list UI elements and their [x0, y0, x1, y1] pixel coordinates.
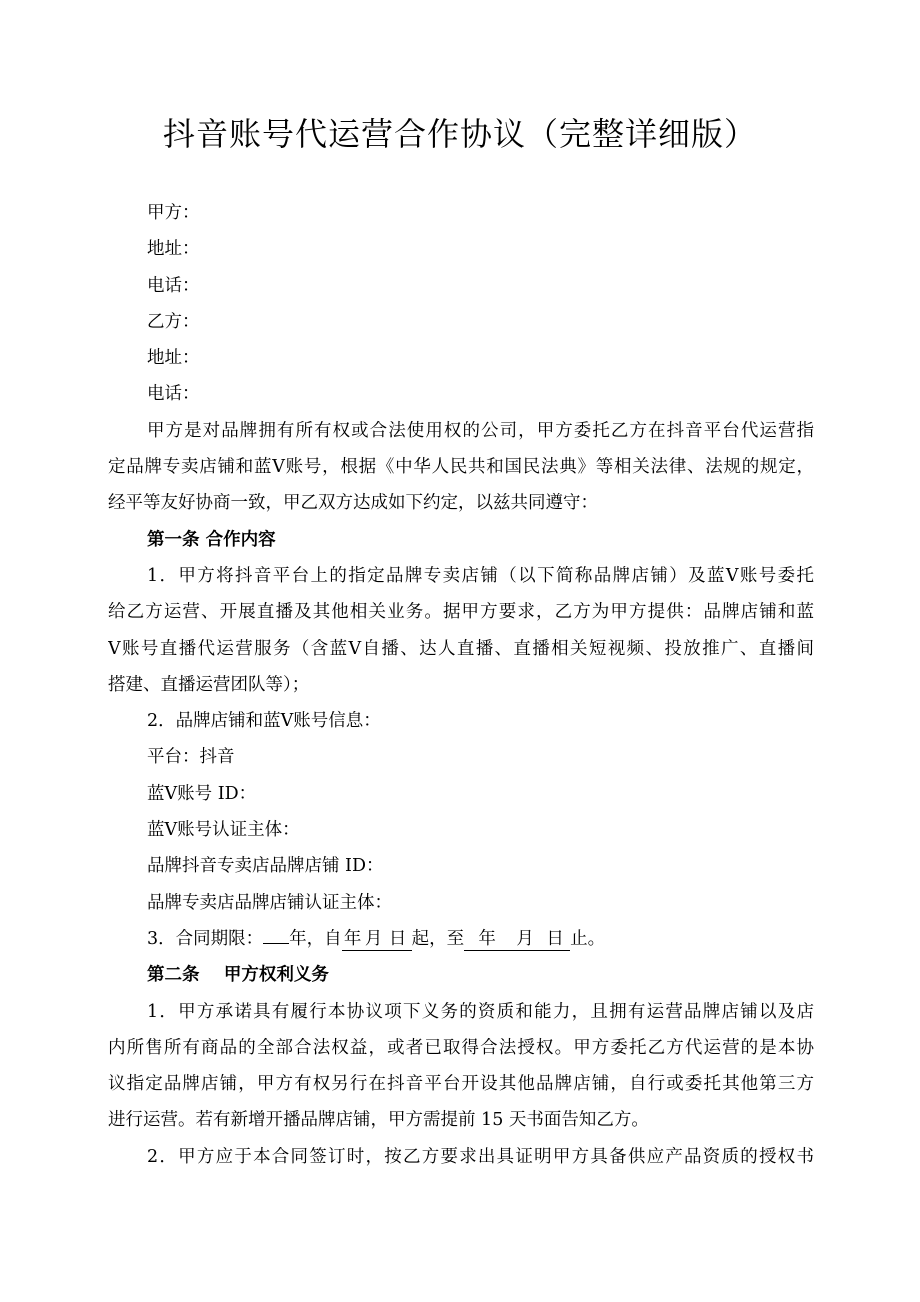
- article-2-item-2: [108, 1139, 814, 1175]
- term-years-blank: [263, 943, 289, 944]
- paragraph-line: 搭建、直播运营团队等）；: [108, 674, 310, 695]
- article-1-item-1: [108, 558, 814, 703]
- article-2-heading: 第二条 甲方权利义务: [147, 965, 329, 986]
- end-day-field: 日: [540, 928, 570, 951]
- blue-v-account-id-line: 蓝Ⅴ账号 ID：: [147, 783, 257, 804]
- paragraph-line: 2．甲方应于本合同签订时，按乙方要求出具证明甲方具备供应产品资质的授权书: [147, 1146, 814, 1167]
- end-year-field: 年: [464, 928, 510, 951]
- start-month-field: 月: [364, 928, 383, 949]
- paragraph-line: 给乙方运营、开展直播及其他相关业务。据甲方要求，乙方为甲方提供：品牌店铺和蓝: [108, 602, 814, 623]
- paragraph-line: Ⅴ账号直播代运营服务（含蓝Ⅴ自播、达人直播、直播相关短视频、投放推广、直播间: [108, 638, 814, 659]
- start-day-field: 日: [384, 928, 412, 951]
- paragraph-line: 议指定品牌店铺，甲方有权另行在抖音平台开设其他品牌店铺，自行或委托其他第三方: [108, 1074, 814, 1095]
- paragraph-line: 甲方是对品牌拥有所有权或合法使用权的公司，甲方委托乙方在抖音平台代运营指: [147, 420, 814, 441]
- article-1-heading: 第一条 合作内容: [147, 529, 276, 550]
- term-mid: 起，至: [411, 928, 465, 949]
- paragraph-line: 1．甲方承诺具有履行本协议项下义务的资质和能力，且拥有运营品牌店铺以及店: [147, 1001, 814, 1022]
- document-title: 抖音账号代运营合作协议（完整详细版）: [162, 115, 757, 153]
- store-subject-line: 品牌专卖店品牌店铺认证主体：: [147, 892, 392, 913]
- article-2-item-1: [108, 994, 814, 1139]
- paragraph-line: 1．甲方将抖音平台上的指定品牌专卖店铺（以下简称品牌店铺）及蓝Ⅴ账号委托: [147, 565, 814, 586]
- party-b-line: 乙方：: [147, 311, 200, 332]
- term-after-blank: 年，自: [289, 928, 342, 949]
- document-body: [108, 195, 814, 1175]
- paragraph-line: 内所售所有商品的全部合法权益，或者已取得合法授权。甲方委托乙方代运营的是本协: [108, 1037, 814, 1058]
- party-a-phone-line: 电话：: [147, 275, 200, 296]
- paragraph-line: 2．品牌店铺和蓝Ⅴ账号信息：: [147, 711, 381, 732]
- party-b-address-line: 地址：: [147, 348, 200, 369]
- term-suffix: 止。: [570, 928, 606, 949]
- paragraph-line: 经平等友好协商一致，甲乙双方达成如下约定，以兹共同遵守：: [108, 493, 598, 514]
- store-id-line: 品牌抖音专卖店品牌店铺 ID：: [147, 856, 384, 877]
- platform-line: 平台：抖音: [147, 747, 235, 768]
- start-year-field: 年: [342, 928, 364, 951]
- party-a-address-line: 地址：: [147, 239, 200, 260]
- blue-v-account-subject-line: 蓝Ⅴ账号认证主体：: [147, 820, 300, 841]
- party-b-phone-line: 电话：: [147, 384, 200, 405]
- preamble-paragraph: [108, 413, 814, 522]
- contract-term-line: [108, 921, 814, 957]
- end-month-field: 月: [510, 928, 540, 951]
- paragraph-line: 进行运营。若有新增开播品牌店铺，甲方需提前 15 天书面告知乙方。: [108, 1110, 649, 1131]
- paragraph-line: 定品牌专卖店铺和蓝Ⅴ账号，根据《中华人民共和国民法典》等相关法律、法规的规定，: [108, 457, 814, 478]
- term-prefix: 3．合同期限：: [147, 928, 264, 949]
- party-a-line: 甲方：: [147, 203, 200, 223]
- article-1-item-2: [108, 703, 814, 921]
